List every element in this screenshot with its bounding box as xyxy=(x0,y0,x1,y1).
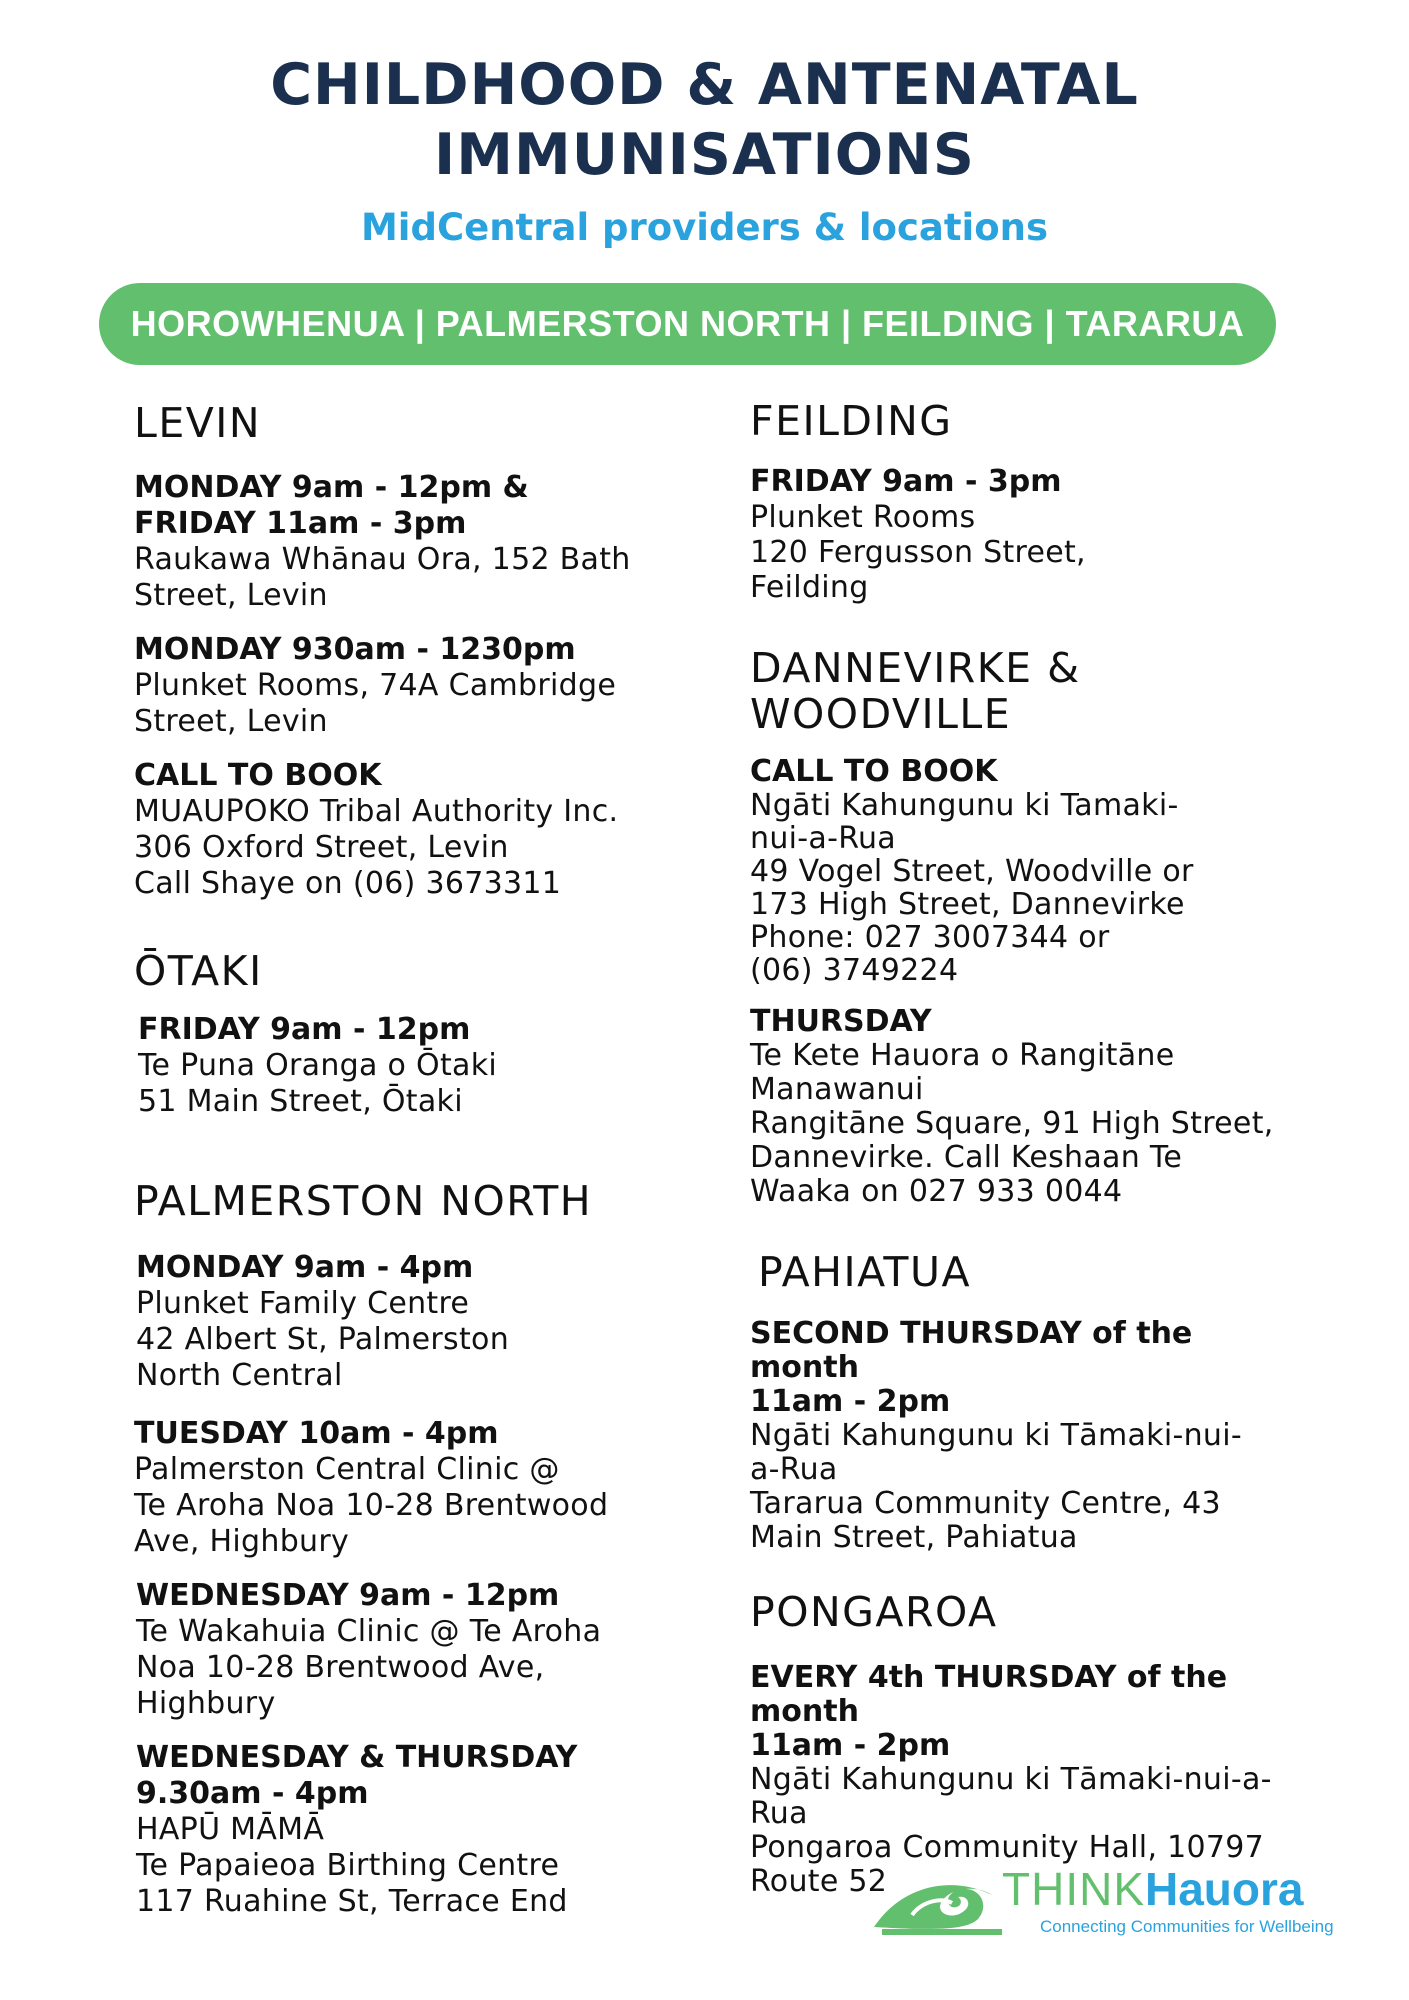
address-line: Te Aroha Noa 10-28 Brentwood xyxy=(134,1488,609,1523)
dannevirke-entry-1 xyxy=(750,755,1310,987)
address xyxy=(134,542,674,614)
schedule-line: FRIDAY 11am - 3pm xyxy=(134,506,467,541)
schedule xyxy=(138,1012,674,1048)
region-heading-pahiatua: PAHIATUA xyxy=(758,1248,972,1296)
address-line: Phone: 027 3007344 or xyxy=(750,920,1110,955)
section-pongaroa xyxy=(750,1589,1310,1899)
address-line: North Central xyxy=(136,1358,343,1393)
pahiatua-entry-1 xyxy=(750,1317,1310,1555)
address-line: Manawanui xyxy=(750,1072,924,1107)
schedule xyxy=(136,1740,674,1812)
schedule xyxy=(134,470,674,542)
address-line: a-Rua xyxy=(750,1452,838,1487)
schedule-line: WEDNESDAY 9am - 12pm xyxy=(136,1578,560,1613)
logo-wordmark xyxy=(1002,1863,1303,1915)
address-line: Te Wakahuia Clinic @ Te Aroha xyxy=(136,1614,602,1649)
address-line: 42 Albert St, Palmerston xyxy=(136,1322,510,1357)
schedule xyxy=(750,755,1310,789)
region-heading-otaki: ŌTAKI xyxy=(134,947,263,995)
schedule-line: THURSDAY xyxy=(750,1004,932,1039)
address-line: Feilding xyxy=(750,570,869,605)
address-line: Rua xyxy=(750,1796,808,1831)
schedule-line: MONDAY 9am - 12pm & xyxy=(134,470,529,505)
address-line: 120 Fergusson Street, xyxy=(750,535,1086,570)
address-line: Call Shaye on (06) 3673311 xyxy=(134,866,562,901)
schedule xyxy=(750,1317,1310,1419)
address-line: Route 52 xyxy=(750,1864,888,1899)
schedule-line: MONDAY 9am - 4pm xyxy=(136,1250,474,1285)
region-heading-feilding: FEILDING xyxy=(750,397,953,445)
schedule-line: WEDNESDAY & THURSDAY xyxy=(136,1740,578,1775)
schedule xyxy=(750,1005,1310,1039)
address-line: Highbury xyxy=(136,1686,276,1721)
section-levin xyxy=(134,400,674,902)
address-line: Street, Levin xyxy=(134,578,328,613)
koru-wave-icon xyxy=(872,1865,1012,1935)
levin-entry-3 xyxy=(134,758,674,902)
address-line: 49 Vogel Street, Woodville or xyxy=(750,854,1194,889)
dannevirke-entry-2 xyxy=(750,1005,1310,1209)
address-line: Pongaroa Community Hall, 10797 xyxy=(750,1830,1265,1865)
palmerston-entry-1 xyxy=(134,1250,674,1394)
region-heading-dannevirke-woodville xyxy=(750,645,1310,737)
address-line: Ave, Highbury xyxy=(134,1524,350,1559)
left-column xyxy=(134,400,674,1954)
feilding-entry-1 xyxy=(750,464,1310,605)
schedule xyxy=(136,1250,674,1286)
schedule-line: FRIDAY 9am - 3pm xyxy=(750,464,1062,499)
address-line: Ngāti Kahungunu ki Tāmaki-nui- xyxy=(750,1418,1242,1453)
palmerston-entry-4 xyxy=(134,1740,674,1920)
palmerston-entry-3 xyxy=(134,1578,674,1722)
address xyxy=(750,500,1310,605)
address-line: Ngāti Kahungunu ki Tāmaki-nui-a- xyxy=(750,1762,1272,1797)
schedule-line: 11am - 2pm xyxy=(750,1728,951,1763)
address xyxy=(136,1812,674,1920)
region-heading-levin: LEVIN xyxy=(134,399,262,447)
address-line: Street, Levin xyxy=(134,704,328,739)
address-line: Rangitāne Square, 91 High Street, xyxy=(750,1106,1274,1141)
schedule xyxy=(750,464,1310,500)
region-heading-palmerston-north: PALMERSTON NORTH xyxy=(134,1177,593,1225)
address xyxy=(134,668,674,740)
address-line: Palmerston Central Clinic @ xyxy=(134,1452,560,1487)
region-heading-pongaroa: PONGAROA xyxy=(750,1588,998,1636)
address-line: Tararua Community Centre, 43 xyxy=(750,1486,1221,1521)
section-dannevirke-woodville xyxy=(750,645,1310,1209)
address-line: (06) 3749224 xyxy=(750,953,959,988)
address-line: 117 Ruahine St, Terrace End xyxy=(136,1884,568,1919)
address-line: Plunket Rooms, 74A Cambridge xyxy=(134,668,617,703)
address xyxy=(134,794,674,902)
address-line: 306 Oxford Street, Levin xyxy=(134,830,509,865)
palmerston-entry-2 xyxy=(134,1416,674,1560)
address-line: Dannevirke. Call Keshaan Te xyxy=(750,1140,1183,1175)
page-subtitle: MidCentral providers & locations xyxy=(360,206,1049,249)
address-line: Te Kete Hauora o Rangitāne xyxy=(750,1038,1175,1073)
page-title-line-2: IMMUNISATIONS xyxy=(434,122,975,188)
schedule xyxy=(750,1661,1310,1763)
address-line: Te Papaieoa Birthing Centre xyxy=(136,1848,560,1883)
address-line: MUAUPOKO Tribal Authority Inc. xyxy=(134,794,619,829)
schedule-line: SECOND THURSDAY of the month xyxy=(750,1316,1193,1385)
address-line: Plunket Family Centre xyxy=(136,1286,470,1321)
otaki-entry-1 xyxy=(134,1012,674,1120)
region-heading-line: WOODVILLE xyxy=(750,690,1012,738)
schedule-line: TUESDAY 10am - 4pm xyxy=(134,1416,499,1451)
schedule xyxy=(134,632,674,668)
address-line: HAPŪ MĀMĀ xyxy=(136,1812,325,1847)
levin-entry-2 xyxy=(134,632,674,740)
address-line: nui-a-Rua xyxy=(750,821,896,856)
address xyxy=(750,1039,1310,1209)
section-palmerston-north xyxy=(134,1178,674,1920)
section-feilding xyxy=(750,398,1310,605)
schedule xyxy=(134,1416,674,1452)
schedule-line: FRIDAY 9am - 12pm xyxy=(138,1012,471,1047)
address-line: Plunket Rooms xyxy=(750,500,976,535)
page-title-line-1: CHILDHOOD & ANTENATAL xyxy=(270,52,1139,118)
address-line: Waaka on 027 933 0044 xyxy=(750,1174,1123,1209)
address xyxy=(138,1048,674,1120)
region-heading-line: DANNEVIRKE & xyxy=(750,644,1081,692)
section-pahiatua xyxy=(750,1249,1310,1555)
logo-word-think: THINK xyxy=(1002,1863,1145,1915)
address-line: Main Street, Pahiatua xyxy=(750,1520,1078,1555)
levin-entry-1 xyxy=(134,470,674,614)
address-line: 51 Main Street, Ōtaki xyxy=(138,1084,463,1119)
address-line: 173 High Street, Dannevirke xyxy=(750,887,1185,922)
schedule-line: CALL TO BOOK xyxy=(134,758,382,793)
address xyxy=(750,789,1310,987)
address xyxy=(136,1286,674,1394)
address-line: Ngāti Kahungunu ki Tamaki- xyxy=(750,788,1179,823)
right-column xyxy=(750,398,1310,1933)
schedule-line: 11am - 2pm xyxy=(750,1384,951,1419)
schedule xyxy=(134,758,674,794)
regions-banner-text: HOROWHENUA | PALMERSTON NORTH | FEILDING | TARARUA xyxy=(130,303,1245,344)
schedule-line: MONDAY 930am - 1230pm xyxy=(134,632,576,667)
address xyxy=(134,1452,674,1560)
logo-word-hauora: Hauora xyxy=(1145,1863,1304,1915)
schedule xyxy=(136,1578,674,1614)
page-title xyxy=(0,50,1409,190)
address xyxy=(136,1614,674,1722)
schedule-line: CALL TO BOOK xyxy=(750,754,998,789)
address-line: Noa 10-28 Brentwood Ave, xyxy=(136,1650,545,1685)
section-otaki xyxy=(134,948,674,1120)
regions-banner xyxy=(99,283,1276,365)
think-hauora-logo xyxy=(872,1865,1342,1940)
logo-tagline: Connecting Communities for Wellbeing xyxy=(1040,1917,1334,1936)
schedule-line: 9.30am - 4pm xyxy=(136,1776,369,1811)
schedule-line: EVERY 4th THURSDAY of the month xyxy=(750,1660,1228,1729)
address-line: Te Puna Oranga o Ōtaki xyxy=(138,1048,497,1083)
address-line: Raukawa Whānau Ora, 152 Bath xyxy=(134,542,631,577)
address xyxy=(750,1419,1310,1555)
